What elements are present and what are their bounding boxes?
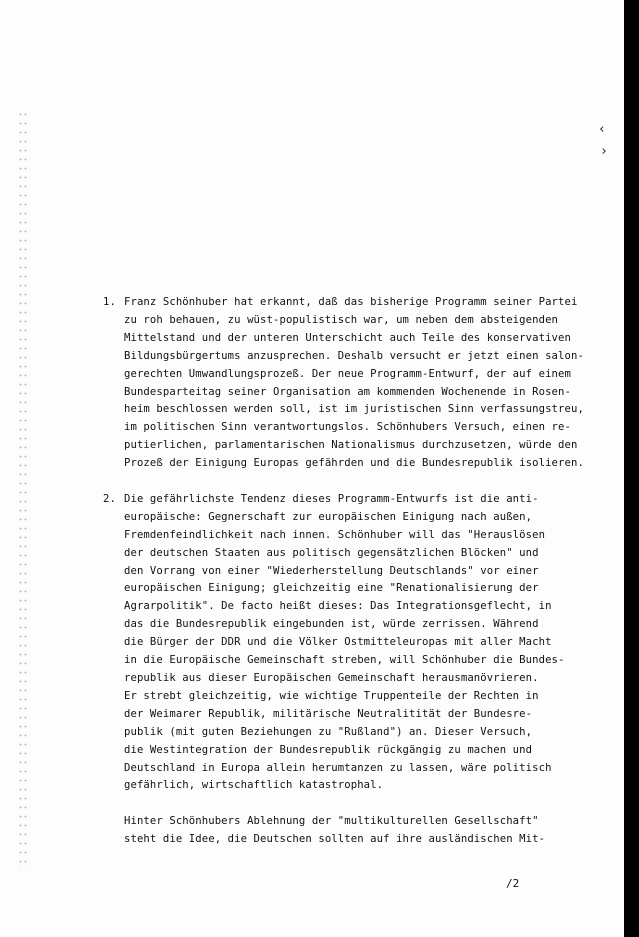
- text-line: publik (mit guten Beziehungen zu "Rußland") an. Dieser Versuch,: [124, 725, 533, 738]
- text-line: in die Europäische Gemeinschaft streben, will Schönhuber die Bundes-: [124, 654, 565, 667]
- text-line: heim beschlossen werden soll, ist im juristischen Sinn verfassungstreu,: [124, 403, 584, 416]
- text-line: Franz Schönhuber hat erkannt, daß das bisherige Programm seiner Partei: [124, 296, 578, 308]
- text-line: putierlichen, parlamentarischen Nationalismus durchzusetzen, würde den: [124, 439, 578, 452]
- text-line: Er strebt gleichzeitig, wie wichtige Truppenteile der Rechten in: [124, 689, 539, 702]
- text-line: der Weimarer Republik, militärische Neutralitität der Bundesre-: [124, 707, 533, 720]
- text-line: Fremdenfeindlichkeit nach innen. Schönhuber will das "Herauslösen: [124, 528, 546, 541]
- text-line: Agrarpolitik". De facto heißt dieses: Das Integrationsgeflecht, in: [124, 600, 552, 613]
- text-line: Bildungsbürgertums anzusprechen. Deshalb versucht er jetzt einen salon-: [124, 349, 584, 362]
- text-line: den Vorrang von einer "Wiederherstellung Deutschlands" vor einer: [124, 564, 539, 577]
- text-line: europäische: Gegnerschaft zur europäischen Einigung nach außen,: [124, 510, 533, 523]
- scan-mark: ›: [600, 144, 608, 159]
- text-line: Die gefährlichste Tendenz dieses Programm-Entwurfs ist die anti-: [124, 492, 539, 505]
- text-line: zu roh behauen, zu wüst-populistisch war, um neben dem absteigenden: [124, 313, 559, 326]
- list-number: 2.: [103, 492, 116, 505]
- text-line: europäischen Einigung; gleichzeitig eine "Renationalisierung der: [124, 582, 539, 595]
- text-line: republik aus dieser Europäischen Gemeinschaft herausmanövrieren.: [124, 672, 539, 685]
- text-line: Mittelstand und der unteren Unterschicht auch Teile des konservativen: [124, 331, 571, 344]
- text-line: Deutschland in Europa allein herumtanzen zu lassen, wäre politisch: [124, 761, 552, 774]
- text-line: gerechten Umwandlungsprozeß. Der neue Programm-Entwurf, der auf einem: [124, 367, 571, 380]
- list-item: [103, 294, 584, 473]
- document-body: [103, 294, 584, 849]
- text-line: das die Bundesrepublik eingebunden ist, würde zerrissen. Während: [124, 618, 539, 631]
- text-line: steht die Idee, die Deutschen sollten auf ihre ausländischen Mit-: [124, 833, 546, 846]
- scan-noise: [18, 110, 28, 870]
- list-item: [103, 491, 565, 795]
- page-number: /2: [506, 877, 520, 890]
- paragraph: [103, 813, 546, 849]
- list-number: 1.: [103, 296, 116, 308]
- text-line: der deutschen Staaten aus politisch gegensätzlichen Blöcken" und: [124, 546, 539, 559]
- text-line: gefährlich, wirtschaftlich katastrophal.: [124, 779, 384, 792]
- text-line: im politischen Sinn verantwortungslos. Schönhubers Versuch, einen re-: [124, 421, 571, 434]
- text-line: Hinter Schönhubers Ablehnung der "multikulturellen Gesellschaft": [124, 815, 539, 828]
- scan-border: [624, 0, 639, 937]
- text-line: die Westintegration der Bundesrepublik rückgängig zu machen und: [124, 743, 533, 756]
- text-line: die Bürger der DDR und die Völker Ostmitteleuropas mit aller Macht: [124, 636, 552, 649]
- text-line: Prozeß der Einigung Europas gefährden und die Bundesrepublik isolieren.: [124, 457, 584, 470]
- scan-mark: ‹: [598, 122, 606, 137]
- text-line: Bundesparteitag seiner Organisation am kommenden Wochenende in Rosen-: [124, 385, 571, 398]
